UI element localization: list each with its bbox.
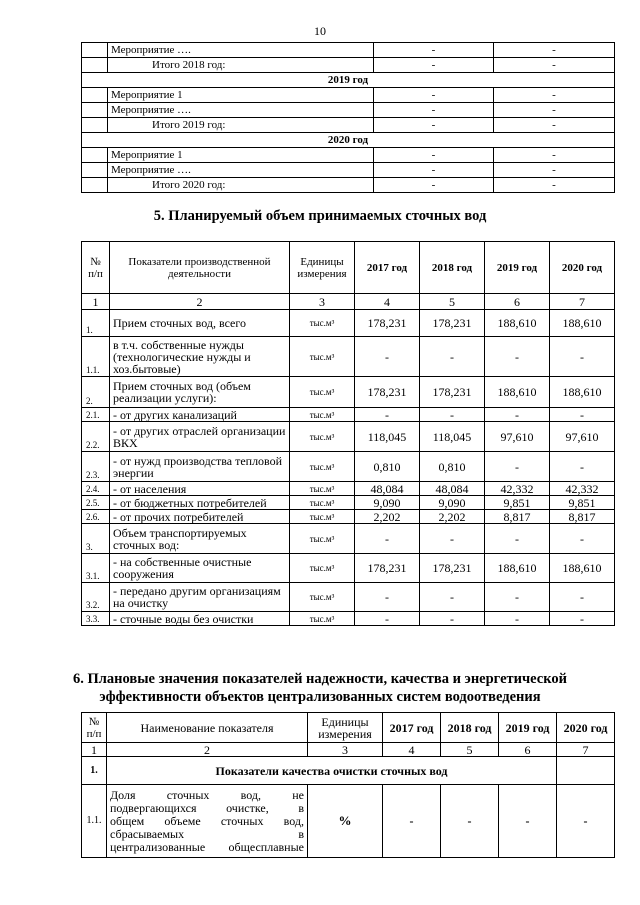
colnum-cell: 3 <box>290 294 355 310</box>
value-cell: - <box>420 612 485 626</box>
value-cell: - <box>355 612 420 626</box>
row-index: 2.4. <box>82 482 110 496</box>
value-cell: 8,817 <box>550 510 615 524</box>
row-name: - от нужд производства тепловой энергии <box>110 452 290 482</box>
table-row <box>82 510 615 524</box>
value-cell: - <box>550 583 615 612</box>
empty-cell <box>82 178 108 193</box>
value-cell: - <box>494 163 615 178</box>
empty-cell <box>82 58 108 73</box>
total-row <box>82 58 615 73</box>
value-cell: 9,090 <box>355 496 420 510</box>
value-cell: - <box>420 524 485 554</box>
value-cell: - <box>550 408 615 422</box>
row-index: 1.1. <box>82 785 107 858</box>
table-row <box>82 422 615 452</box>
event-label: Мероприятие 1 <box>108 148 374 163</box>
value-cell: - <box>494 178 615 193</box>
value-cell: - <box>374 58 494 73</box>
events-table <box>81 42 615 193</box>
value-cell: - <box>494 118 615 133</box>
section6-title-line1: 6. Плановые значения показателей надежности, качества и энергетической <box>73 671 567 687</box>
value-cell: 42,332 <box>485 482 550 496</box>
table-header-row <box>82 242 615 294</box>
value-cell: 178,231 <box>355 554 420 583</box>
empty-cell <box>82 88 108 103</box>
table-row <box>82 408 615 422</box>
header-cell: 2019 год <box>485 242 550 294</box>
value-cell: 188,610 <box>485 554 550 583</box>
year-row <box>82 133 615 148</box>
table-row <box>82 482 615 496</box>
empty-cell <box>82 103 108 118</box>
header-cell: № п/п <box>82 713 107 743</box>
value-cell: - <box>355 408 420 422</box>
row-index: 2.6. <box>82 510 110 524</box>
event-row <box>82 103 615 118</box>
unit-cell: тыс.м³ <box>290 510 355 524</box>
value-cell: - <box>485 612 550 626</box>
group-index: 1. <box>82 757 107 785</box>
event-row <box>82 148 615 163</box>
row-index: 3.1. <box>82 554 110 583</box>
group-row <box>82 757 615 785</box>
value-cell: - <box>355 524 420 554</box>
value-cell: - <box>494 88 615 103</box>
row-index: 3. <box>82 524 110 554</box>
value-cell: - <box>550 524 615 554</box>
value-cell: 178,231 <box>355 377 420 408</box>
unit-cell: тыс.м³ <box>290 408 355 422</box>
quality-indicators-table <box>81 712 615 858</box>
event-label: Итого 2019 год: <box>108 118 374 133</box>
column-number-row <box>82 743 615 757</box>
row-index: 2.1. <box>82 408 110 422</box>
wastewater-volume-table <box>81 241 615 626</box>
row-name: - сточные воды без очистки <box>110 612 290 626</box>
row-name: - передано другим организациям на очистку <box>110 583 290 612</box>
table-header-row <box>82 713 615 743</box>
value-cell: 8,817 <box>485 510 550 524</box>
value-cell: 48,084 <box>420 482 485 496</box>
row-name: - на собственные очистные сооружения <box>110 554 290 583</box>
row-name: - от прочих потребителей <box>110 510 290 524</box>
group-empty-cell <box>557 757 615 785</box>
value-cell: - <box>374 88 494 103</box>
value-cell: - <box>441 785 499 858</box>
row-index: 2. <box>82 377 110 408</box>
section6-title-line2: эффективности объектов централизованных систем водоотведения <box>99 689 541 705</box>
year-label: 2020 год <box>82 133 615 148</box>
row-name: - от бюджетных потребителей <box>110 496 290 510</box>
header-cell: 2017 год <box>383 713 441 743</box>
row-name: - от других канализаций <box>110 408 290 422</box>
unit-cell: тыс.м³ <box>290 377 355 408</box>
page-number: 10 <box>314 24 326 38</box>
value-cell: - <box>550 452 615 482</box>
indicator-name-line: общем объеме сточных вод, <box>110 813 304 828</box>
value-cell: 97,610 <box>550 422 615 452</box>
header-cell: 2017 год <box>355 242 420 294</box>
row-name: Объем транспортируемых сточных вод: <box>110 524 290 554</box>
colnum-cell: 2 <box>107 743 308 757</box>
value-cell: 97,610 <box>485 422 550 452</box>
value-cell: 9,851 <box>550 496 615 510</box>
event-label: Мероприятие 1 <box>108 88 374 103</box>
colnum-cell: 4 <box>355 294 420 310</box>
table-row <box>82 310 615 337</box>
indicator-name <box>107 785 308 858</box>
value-cell: 9,090 <box>420 496 485 510</box>
row-name: - от населения <box>110 482 290 496</box>
empty-cell <box>82 118 108 133</box>
unit-cell: тыс.м³ <box>290 524 355 554</box>
value-cell: 178,231 <box>420 554 485 583</box>
value-cell: - <box>550 337 615 377</box>
table-row <box>82 524 615 554</box>
colnum-cell: 1 <box>82 294 110 310</box>
header-cell: 2020 год <box>550 242 615 294</box>
colnum-cell: 6 <box>485 294 550 310</box>
total-row <box>82 118 615 133</box>
value-cell: - <box>494 43 615 58</box>
value-cell: - <box>374 103 494 118</box>
header-cell: 2018 год <box>420 242 485 294</box>
total-row <box>82 178 615 193</box>
table-row <box>82 554 615 583</box>
table-row <box>82 377 615 408</box>
value-cell: - <box>374 43 494 58</box>
value-cell: - <box>485 337 550 377</box>
value-cell: - <box>374 178 494 193</box>
year-row <box>82 73 615 88</box>
header-cell: Единицы измерения <box>290 242 355 294</box>
row-name: Прием сточных вод (объем реализации услуги): <box>110 377 290 408</box>
value-cell: 188,610 <box>550 377 615 408</box>
value-cell: - <box>420 583 485 612</box>
value-cell: - <box>374 163 494 178</box>
value-cell: 118,045 <box>420 422 485 452</box>
value-cell: 188,610 <box>550 554 615 583</box>
event-label: Мероприятие …. <box>108 43 374 58</box>
colnum-cell: 5 <box>420 294 485 310</box>
value-cell: - <box>383 785 441 858</box>
value-cell: 178,231 <box>420 377 485 408</box>
colnum-cell: 1 <box>82 743 107 757</box>
header-cell: Наименование показателя <box>107 713 308 743</box>
table-row <box>82 337 615 377</box>
event-label: Итого 2018 год: <box>108 58 374 73</box>
unit-cell: тыс.м³ <box>290 422 355 452</box>
value-cell: - <box>485 524 550 554</box>
value-cell: - <box>494 58 615 73</box>
unit-cell: тыс.м³ <box>290 583 355 612</box>
colnum-cell: 2 <box>110 294 290 310</box>
year-label: 2019 год <box>82 73 615 88</box>
unit-cell: тыс.м³ <box>290 310 355 337</box>
unit-cell: тыс.м³ <box>290 452 355 482</box>
value-cell: 0,810 <box>420 452 485 482</box>
unit-cell: тыс.м³ <box>290 482 355 496</box>
table-row <box>82 496 615 510</box>
column-number-row <box>82 294 615 310</box>
indicator-name-line: централизованные общесплавные <box>110 839 304 854</box>
value-cell: 188,610 <box>485 310 550 337</box>
row-index: 1.1. <box>82 337 110 377</box>
header-cell: Показатели производственной деятельности <box>110 242 290 294</box>
value-cell: 188,610 <box>550 310 615 337</box>
indicator-name-line: Доля сточных вод, не <box>110 787 304 802</box>
unit-cell: % <box>308 785 383 858</box>
value-cell: - <box>420 337 485 377</box>
value-cell: 2,202 <box>420 510 485 524</box>
header-cell: 2018 год <box>441 713 499 743</box>
value-cell: 42,332 <box>550 482 615 496</box>
event-row <box>82 43 615 58</box>
unit-cell: тыс.м³ <box>290 612 355 626</box>
row-name: в т.ч. собственные нужды (технологические нужды и хоз.бытовые) <box>110 337 290 377</box>
value-cell: - <box>355 337 420 377</box>
value-cell: - <box>374 148 494 163</box>
value-cell: 0,810 <box>355 452 420 482</box>
unit-cell: тыс.м³ <box>290 496 355 510</box>
value-cell: - <box>550 612 615 626</box>
value-cell: 2,202 <box>355 510 420 524</box>
value-cell: 178,231 <box>355 310 420 337</box>
value-cell: - <box>485 452 550 482</box>
header-cell: Единицы измерения <box>308 713 383 743</box>
value-cell: - <box>557 785 615 858</box>
value-cell: - <box>499 785 557 858</box>
event-row <box>82 163 615 178</box>
row-index: 3.2. <box>82 583 110 612</box>
value-cell: - <box>485 583 550 612</box>
row-index: 2.3. <box>82 452 110 482</box>
colnum-cell: 6 <box>499 743 557 757</box>
table-row <box>82 583 615 612</box>
unit-cell: тыс.м³ <box>290 337 355 377</box>
value-cell: 118,045 <box>355 422 420 452</box>
event-label: Мероприятие …. <box>108 103 374 118</box>
colnum-cell: 5 <box>441 743 499 757</box>
header-cell: 2019 год <box>499 713 557 743</box>
header-cell: № п/п <box>82 242 110 294</box>
row-index: 2.2. <box>82 422 110 452</box>
empty-cell <box>82 148 108 163</box>
table-row <box>82 452 615 482</box>
value-cell: - <box>355 583 420 612</box>
row-index: 1. <box>82 310 110 337</box>
colnum-cell: 7 <box>557 743 615 757</box>
value-cell: - <box>494 103 615 118</box>
value-cell: - <box>485 408 550 422</box>
value-cell: - <box>494 148 615 163</box>
colnum-cell: 4 <box>383 743 441 757</box>
empty-cell <box>82 163 108 178</box>
group-title: Показатели качества очистки сточных вод <box>107 757 557 785</box>
row-name: - от других отраслей организации ВКХ <box>110 422 290 452</box>
value-cell: - <box>420 408 485 422</box>
value-cell: 48,084 <box>355 482 420 496</box>
table-row <box>82 612 615 626</box>
empty-cell <box>82 43 108 58</box>
indicator-name-line: сбрасываемых в <box>110 826 304 841</box>
event-row <box>82 88 615 103</box>
value-cell: 178,231 <box>420 310 485 337</box>
colnum-cell: 3 <box>308 743 383 757</box>
section5-title: 5. Планируемый объем принимаемых сточных вод <box>153 208 487 224</box>
header-cell: 2020 год <box>557 713 615 743</box>
event-label: Мероприятие …. <box>108 163 374 178</box>
row-index: 2.5. <box>82 496 110 510</box>
indicator-name-line: подвергающихся очистке, в <box>110 800 304 815</box>
event-label: Итого 2020 год: <box>108 178 374 193</box>
unit-cell: тыс.м³ <box>290 554 355 583</box>
value-cell: - <box>374 118 494 133</box>
row-index: 3.3. <box>82 612 110 626</box>
value-cell: 188,610 <box>485 377 550 408</box>
colnum-cell: 7 <box>550 294 615 310</box>
indicator-row <box>82 785 615 858</box>
row-name: Прием сточных вод, всего <box>110 310 290 337</box>
value-cell: 9,851 <box>485 496 550 510</box>
